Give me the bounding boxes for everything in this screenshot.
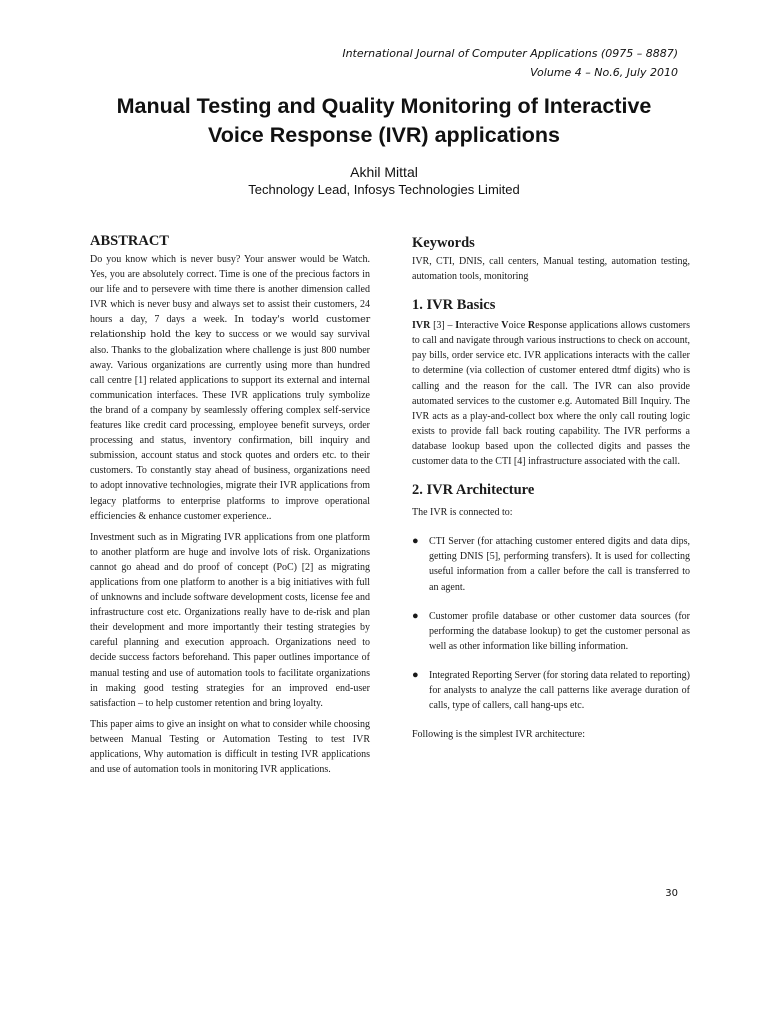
page-number: 30 <box>665 888 678 899</box>
architecture-following: Following is the simplest IVR architecture: <box>412 729 586 741</box>
letter-i: I <box>455 320 460 332</box>
section-2-intro: The IVR is connected to: <box>412 507 513 519</box>
title-line-1: Manual Testing and Quality Monitoring of Interactive <box>116 94 652 118</box>
section-1-heading: 1. IVR Basics <box>412 297 496 314</box>
right-column <box>412 234 690 742</box>
letter-r: R <box>527 320 536 332</box>
bullet-icon: ● <box>412 535 419 548</box>
journal-header <box>342 44 678 82</box>
letter-v: V <box>501 320 509 332</box>
section-1-body: esponse applications allows customers to call and navigate through various instructions to check on account, pay bills, order service etc. IVR applications interacts with the caller to determine (via collection of customer entered dtmf digits) who is calling and the reason for the call. The IVR can also provide automated services to the customer e.g. Automated Bill Inquiry. The IVR acts as a play-and-collect box where the only call routing logic exists to provide fall back routing capability. The IVR performs a database lookup based upon the collected digits and passes the customer data to the CTI [4] infrastructure associated with the call. <box>412 320 691 468</box>
journal-name: International Journal of Computer Applications (0975 – 8887) <box>342 47 678 60</box>
abstract-paragraph-1 <box>90 252 370 524</box>
abstract-paragraph-3: This paper aims to give an insight on what to consider while choosing between Manual Testing or Automation Testing to test IVR applications, Why automation is difficult in testing IVR applications and use of automation tools in monitoring IVR applications. <box>90 718 370 776</box>
paper-title <box>60 92 708 150</box>
journal-volume: Volume 4 – No.6, July 2010 <box>530 66 678 79</box>
section-1-paragraph <box>412 318 690 469</box>
left-column <box>90 232 370 777</box>
ivr-term: IVR <box>412 320 431 332</box>
list-item-text: CTI Server (for attaching customer entered digits and data dips, getting DNIS [5], performing transfers). It is used for collecting useful information from a caller before the call is transferred to an agent. <box>429 536 690 593</box>
keywords-heading: Keywords <box>412 235 475 251</box>
list-item <box>412 668 690 713</box>
bullet-icon: ● <box>412 609 419 622</box>
ivr-ref: [3] – <box>430 320 456 332</box>
abstract-paragraph-2: Investment such as in Migrating IVR applications from one platform to another platform are huge and involve lots of risk. Organizations cannot go ahead and do proof of concept (PoC) [2] as migrating applications from one platform to another is a big initiatives with full of unknowns and include software development costs, license fee and infrastructure cost etc. Organizations really have to de-risk and plan their development and more importantly their testing strategies by careful planning and execution approach. Organizations need to decide success factors beforehand. This paper outlines importance of manual testing and use of automation tools to facilitate organizations in making good testing strategies for an improved end-user satisfaction – to help customer retention and bring loyalty. <box>90 531 370 709</box>
bullet-icon: ● <box>412 668 419 681</box>
author-name: Akhil Mittal <box>350 164 418 180</box>
section-2-heading: 2. IVR Architecture <box>412 482 535 499</box>
architecture-list <box>412 534 690 713</box>
abstract-p1-part2: success or we would say survival also. Thanks to the globalization where challenge is just 800 number away. Various organizations are currently using more than hundred call centre [1] related applications to support its external and internal communication interfaces. These IVR applications truly symbolize the brand of a company by seamlessly offering complex self-service features like credit card processing, employee benefit surveys, order processing and status, inventory confirmation, bill inquiry and submission, account status and stock quotes and orders etc. to their customers. To constantly stay ahead of business, organizations need to adopt innovative technologies, migrate their IVR applications from legacy platforms to enterprise platforms to improve operational efficiencies & enhance customer experience.. <box>90 329 371 522</box>
list-item-text: Integrated Reporting Server (for storing data related to reporting) for analysts to analyze the call patterns like average duration of calls, type of callers, call hang-ups etc. <box>429 669 691 712</box>
word-nteractive: nteractive <box>459 320 502 332</box>
word-oice: oice <box>508 320 528 332</box>
abstract-p1-part1: Do you know which is never busy? Your answer would be Watch. Yes, you are absolutely correct. Time is one of the precious factors in our life and to persevere with time there is another dimension called IVR which is never busy and always set to assist their customers, 24 hours a day, 7 days a week. <box>90 254 370 326</box>
keywords-text: IVR, CTI, DNIS, call centers, Manual testing, automation testing, automation tools, monitoring <box>412 256 690 283</box>
list-item <box>412 609 690 654</box>
abstract-p1-handwritten-style: In today's world customer relationship hold the key to <box>90 314 371 341</box>
title-line-2: Voice Response (IVR) applications <box>207 123 561 147</box>
abstract-heading: ABSTRACT <box>90 233 169 249</box>
list-item <box>412 534 690 594</box>
author-affiliation: Technology Lead, Infosys Technologies Limited <box>248 182 520 197</box>
list-item-text: Customer profile database or other customer data sources (for performing the database lookup) to get the customer personal as well as other information like billing information. <box>429 610 690 652</box>
